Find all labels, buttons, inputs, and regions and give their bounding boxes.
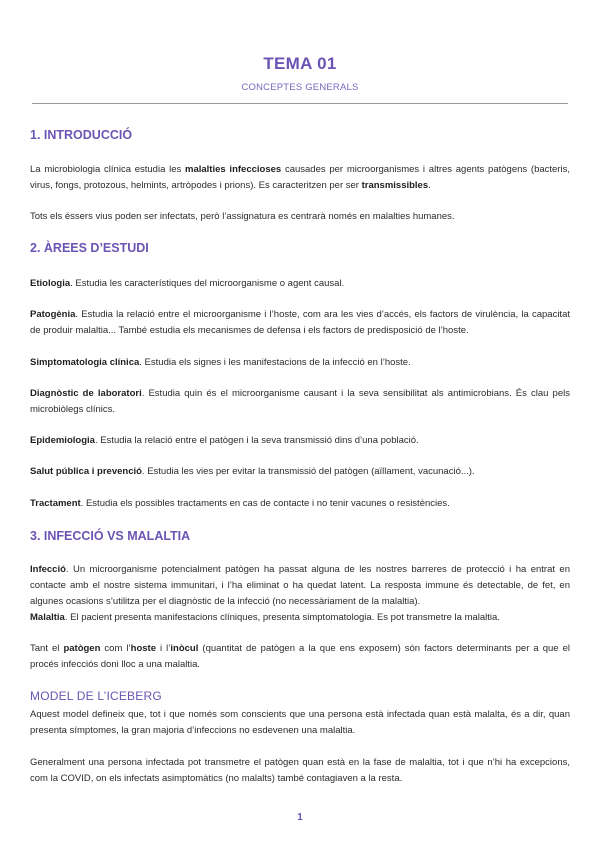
area-item: Simptomatologia clínica. Estudia els signes i les manifestacions de la infecció en l’hoste. — [30, 357, 411, 368]
intro-paragraph-1: La microbiologia clínica estudia les malalties infeccioses causades per microorganismes i altres agents patògens (bacteris, virus, fongs, protozous, helmints, artròpodes i prions). Es caracteritzen per ser transmissibles. — [30, 164, 570, 191]
subsection-heading-iceberg: MODEL DE L’ICEBERG — [30, 689, 162, 703]
page-number: 1 — [297, 812, 303, 823]
document-subtitle: CONCEPTES GENERALS — [241, 82, 359, 93]
document-title: TEMA 01 — [263, 54, 337, 73]
header-divider — [32, 103, 568, 104]
area-item: Tractament. Estudia els possibles tractaments en cas de contacte i no tenir vacunes o resistències. — [30, 498, 450, 509]
iceberg-paragraph-2: Generalment una persona infectada pot transmetre el patògen quan està en la fase de malaltia, tot i que n’hi ha excepcions, com la COVID, on els infectats asimptomàtics (no malalts) també contagiaven a la resta. — [30, 757, 570, 784]
area-item: Etiologia. Estudia les característiques del microorganisme o agent causal. — [30, 278, 345, 289]
area-item: Epidemiologia. Estudia la relació entre el patògen i la seva transmissió dins d’una població. — [30, 435, 419, 446]
intro-paragraph-2: Tots els éssers vius poden ser infectats, però l’assignatura es centrarà només en malalties humanes. — [30, 211, 455, 222]
area-item: Diagnòstic de laboratori. Estudia quin és el microorganisme causant i la seva sensibilitat als antimicrobians. És clau pels microbiòlegs clínics. — [30, 388, 570, 415]
area-item: Patogènia. Estudia la relació entre el microorganisme i l’hoste, com ara les vies d’accés, els factors de virulència, la capacitat de produir malaltia... També estudia els mecanismes de defensa i els factors de predisposició de l’hoste. — [30, 309, 570, 336]
section-heading-infection-vs-disease: 3. INFECCIÓ VS MALALTIA — [30, 529, 191, 543]
factors-paragraph: Tant el patògen com l’hoste i l’inòcul (quantitat de patògen a la que ens exposem) són factors determinants per a que el procés infecciós doni lloc a una malaltia. — [30, 643, 570, 670]
infection-definition: Infecció. Un microorganisme potencialment patògen ha passat alguna de les nostres barreres de protecció i ha entrat en contacte amb el nostre sistema immunitari, i l’ha eliminat o ha quedat latent. La resposta immune és detectable, de fet, en algunes ocasions s’utilitza per el diagnòstic de la infecció (no necessàriament de la malaltia). Malaltia. El pacient presenta manifestacions clíniques, presenta simptomatologia. Es pot transmetre la malaltia. — [30, 564, 570, 623]
area-item: Salut pública i prevenció. Estudia les vies per evitar la transmissió del patògen (aïllament, vacunació...). — [30, 466, 475, 477]
iceberg-paragraph-1: Aquest model defineix que, tot i que només som conscients que una persona està infectada quan està malalta, és a dir, quan presenta símptomes, la gran majoria d’infeccions no esdevenen una malaltia. — [30, 709, 570, 736]
section-heading-areas: 2. ÀREES D’ESTUDI — [30, 241, 149, 255]
section-heading-introduction: 1. INTRODUCCIÓ — [30, 128, 133, 142]
